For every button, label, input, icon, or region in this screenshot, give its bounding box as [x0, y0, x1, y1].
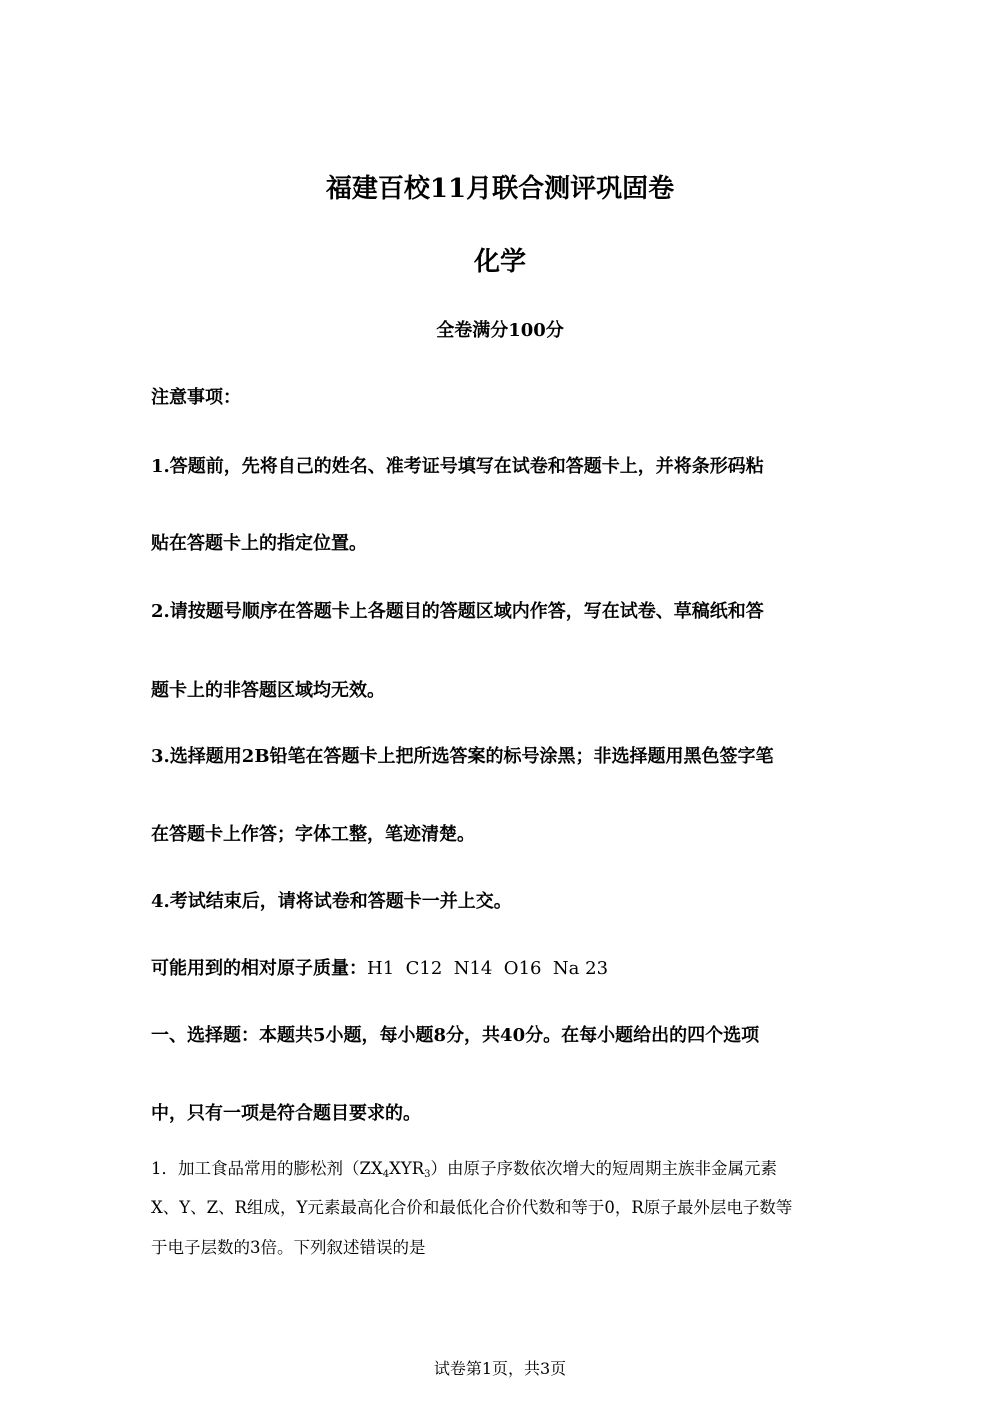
question-1-line-2: X、Y、Z、R组成，Y元素最高化合价和最低化合价代数和等于0，R原子最外层电子数等: [151, 1198, 793, 1217]
question-1-suffix: ）由原子序数依次增大的短周期主族非金属元素: [430, 1159, 778, 1178]
question-1-line-1: [151, 1155, 777, 1180]
atomic-mass-values: H1 C12 N14 O16 Na 23: [367, 958, 609, 979]
subject-title: 化学: [473, 247, 526, 277]
notice-item-1-line-2: 贴在答题卡上的指定位置。: [151, 533, 367, 554]
question-1-prefix: 1．加工食品常用的膨松剂（ZX: [151, 1159, 383, 1178]
notice-item-3-line-1: 3.选择题用2B铅笔在答题卡上把所选答案的标号涂黑；非选择题用黑色签字笔: [151, 746, 774, 767]
notice-item-1-line-1: 1.答题前，先将自己的姓名、准考证号填写在试卷和答题卡上，并将条形码粘: [151, 456, 764, 477]
exam-title: 福建百校11月联合测评巩固卷: [325, 174, 675, 204]
notice-item-3-line-2: 在答题卡上作答；字体工整，笔迹清楚。: [151, 824, 475, 845]
notice-item-4: 4.考试结束后，请将试卷和答题卡一并上交。: [151, 891, 512, 912]
notice-item-2-line-2: 题卡上的非答题区域均无效。: [151, 680, 385, 701]
notice-item-2-line-1: 2.请按题号顺序在答题卡上各题目的答题区域内作答，写在试卷、草稿纸和答: [151, 601, 764, 622]
full-score: 全卷满分100分: [436, 320, 564, 341]
atomic-mass-line: [151, 954, 608, 980]
page-footer: 试卷第1页，共3页: [433, 1359, 567, 1378]
question-1-subscript-1: 4: [382, 1169, 390, 1180]
question-1-subscript-2: 3: [424, 1169, 431, 1180]
atomic-mass-label: 可能用到的相对原子质量：: [151, 958, 367, 979]
section-1-heading-line-1: 一、选择题：本题共5小题，每小题8分，共40分。在每小题给出的四个选项: [151, 1025, 760, 1046]
section-1-heading-line-2: 中，只有一项是符合题目要求的。: [151, 1103, 421, 1124]
question-1-line-3: 于电子层数的3倍。下列叙述错误的是: [151, 1238, 426, 1257]
notice-heading: 注意事项：: [151, 387, 241, 408]
question-1-formula-mid: XYR: [389, 1159, 425, 1178]
